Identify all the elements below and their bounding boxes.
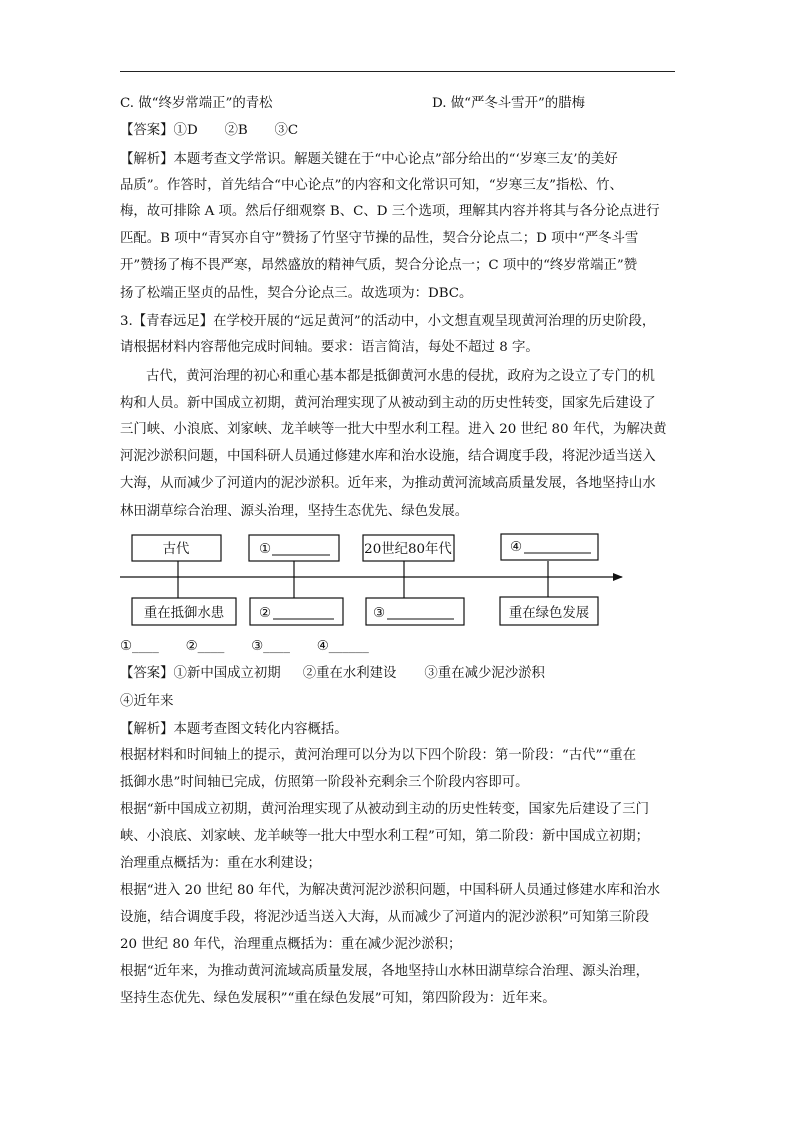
q2-analysis-line: 扬了松端正坚贞的品性，契合分论点三。故选项为：DBC。	[120, 286, 473, 301]
q3-analysis-line: 抵御水患”时间轴已完成，仿照第一阶段补充剩余三个阶段内容即可。	[120, 775, 529, 790]
timeline-top-label: ①	[259, 542, 272, 557]
timeline-top-box-4	[501, 534, 598, 560]
timeline-bottom-box-3	[366, 598, 464, 625]
q3-analysis-line: 20 世纪 80 年代，治理重点概括为：重在减少泥沙淤积；	[120, 937, 462, 952]
timeline-top-box-3	[363, 535, 454, 561]
timeline-bottom-label: ②	[259, 606, 272, 621]
q3-answer	[120, 664, 680, 684]
q3-passage-line: 河泥沙淤积问题，中国科研人员通过修建水库和治水设施，结合调度手段，将泥沙适当送入	[120, 449, 656, 464]
q2-analysis-line: 开”赞扬了梅不畏严寒，昂然盛放的精神气质，契合分论点一；C 项中的“终岁常端正”赞	[120, 258, 638, 273]
q3-analysis-line: 设施，结合调度手段，将泥沙适当送入大海，从而减少了河道内的泥沙淤积”可知第三阶段	[120, 910, 650, 925]
q2-analysis-line: 品质”。作答时，首先结合“中心论点”的内容和文化常识可知，“岁寒三友”指松、竹、	[120, 178, 623, 193]
timeline-top-label: 古代	[162, 542, 190, 557]
option-c: C. 做“终岁常端正”的青松	[120, 96, 273, 111]
timeline-top-box-2	[249, 535, 339, 561]
q3-answer-part: 【答案】①新中国成立初期	[120, 666, 281, 681]
timeline-bottom-box-2	[250, 598, 343, 625]
q2-analysis-line: 匹配。B 项中“青冥亦自守”赞扬了竹坚守节操的品性，契合分论点二；D 项中“严冬斗雪	[120, 231, 639, 246]
q3-analysis-line: 【解析】本题考查图文转化内容概括。	[120, 722, 348, 737]
timeline-bottom-label: 重在抵御水患	[143, 606, 225, 621]
timeline-diagram	[118, 530, 630, 632]
q3-passage-line: 大海，从而减少了河道内的泥沙淤积。近年来，为推动黄河流域高质量发展，各地坚持山水	[120, 476, 656, 491]
q3-analysis-line: 根据“近年来，为推动黄河流域高质量发展，各地坚持山水林田湖草综合治理、源头治理，	[120, 964, 650, 979]
q3-prompt: 请根据材料内容帮他完成时间轴。要求：语言简洁，每处不超过 8 字。	[120, 340, 539, 355]
header-rule	[120, 71, 675, 72]
timeline-bottom-label: 重在绿色发展	[508, 606, 590, 621]
q2-analysis-line: 【解析】本题考查文学常识。解题关键在于“中心论点”部分给出的“‘岁寒三友’的美好	[120, 152, 618, 167]
q3-passage-line: 古代，黄河治理的初心和重心基本都是抵御黄河水患的侵扰，政府为之设立了专门的机	[146, 369, 655, 384]
timeline-bottom-label: ③	[373, 606, 386, 621]
q3-blanks: ①____ ②____ ③____ ④______	[120, 639, 369, 654]
q3-analysis-line: 坚持生态优先、绿色发展积”“重在绿色发展”可知，第四阶段为：近年来。	[120, 991, 556, 1006]
q3-analysis-line: 根据材料和时间轴上的提示，黄河治理可以分为以下四个阶段：第一阶段：“古代”“重在	[120, 748, 636, 763]
q3-answer-part: ③重在减少泥沙淤积	[424, 666, 545, 681]
q2-answer: 【答案】①D ②B ③C	[120, 123, 299, 138]
q3-prompt: 3.【青春远足】在学校开展的“远足黄河”的活动中，小文想直观呈现黄河治理的历史阶段，	[120, 314, 656, 329]
q3-passage-line: 林田湖草综合治理、源头治理，坚持生态优先、绿色发展。	[120, 504, 469, 519]
q3-analysis-line: 治理重点概括为：重在水利建设；	[120, 856, 321, 871]
q2-analysis-line: 梅，故可排除 A 项。然后仔细观察 B、C、D 三个选项，理解其内容并将其与各分论点进行	[120, 204, 660, 219]
q3-answer-continued: ④近年来	[120, 694, 174, 709]
q3-passage-line: 三门峡、小浪底、刘家峡、龙羊峡等一批大中型水利工程。进入 20 世纪 80 年代，为解决黄	[120, 422, 667, 437]
timeline-top-label: ④	[510, 540, 523, 555]
q3-answer-part: ②重在水利建设	[302, 666, 397, 681]
timeline-bottom-box-1	[132, 598, 236, 625]
q3-analysis-line: 根据“进入 20 世纪 80 年代，为解决黄河泥沙淤积问题，中国科研人员通过修建水库和治水	[120, 883, 661, 898]
timeline-top-box-1	[132, 535, 221, 561]
q3-analysis-line: 峡、小浪底、刘家峡、龙羊峡等一批大中型水利工程”可知，第二阶段：新中国成立初期；	[120, 829, 650, 844]
option-d: D. 做“严冬斗雪开”的腊梅	[432, 96, 585, 111]
timeline-bottom-box-4	[500, 597, 598, 625]
q3-analysis-line: 根据“新中国成立初期，黄河治理实现了从被动到主动的历史性转变，国家先后建设了三门	[120, 802, 650, 817]
q3-passage-line: 构和人员。新中国成立初期，黄河治理实现了从被动到主动的历史性转变，国家先后建设了	[120, 396, 656, 411]
timeline-top-label: 20世纪80年代	[364, 542, 452, 557]
